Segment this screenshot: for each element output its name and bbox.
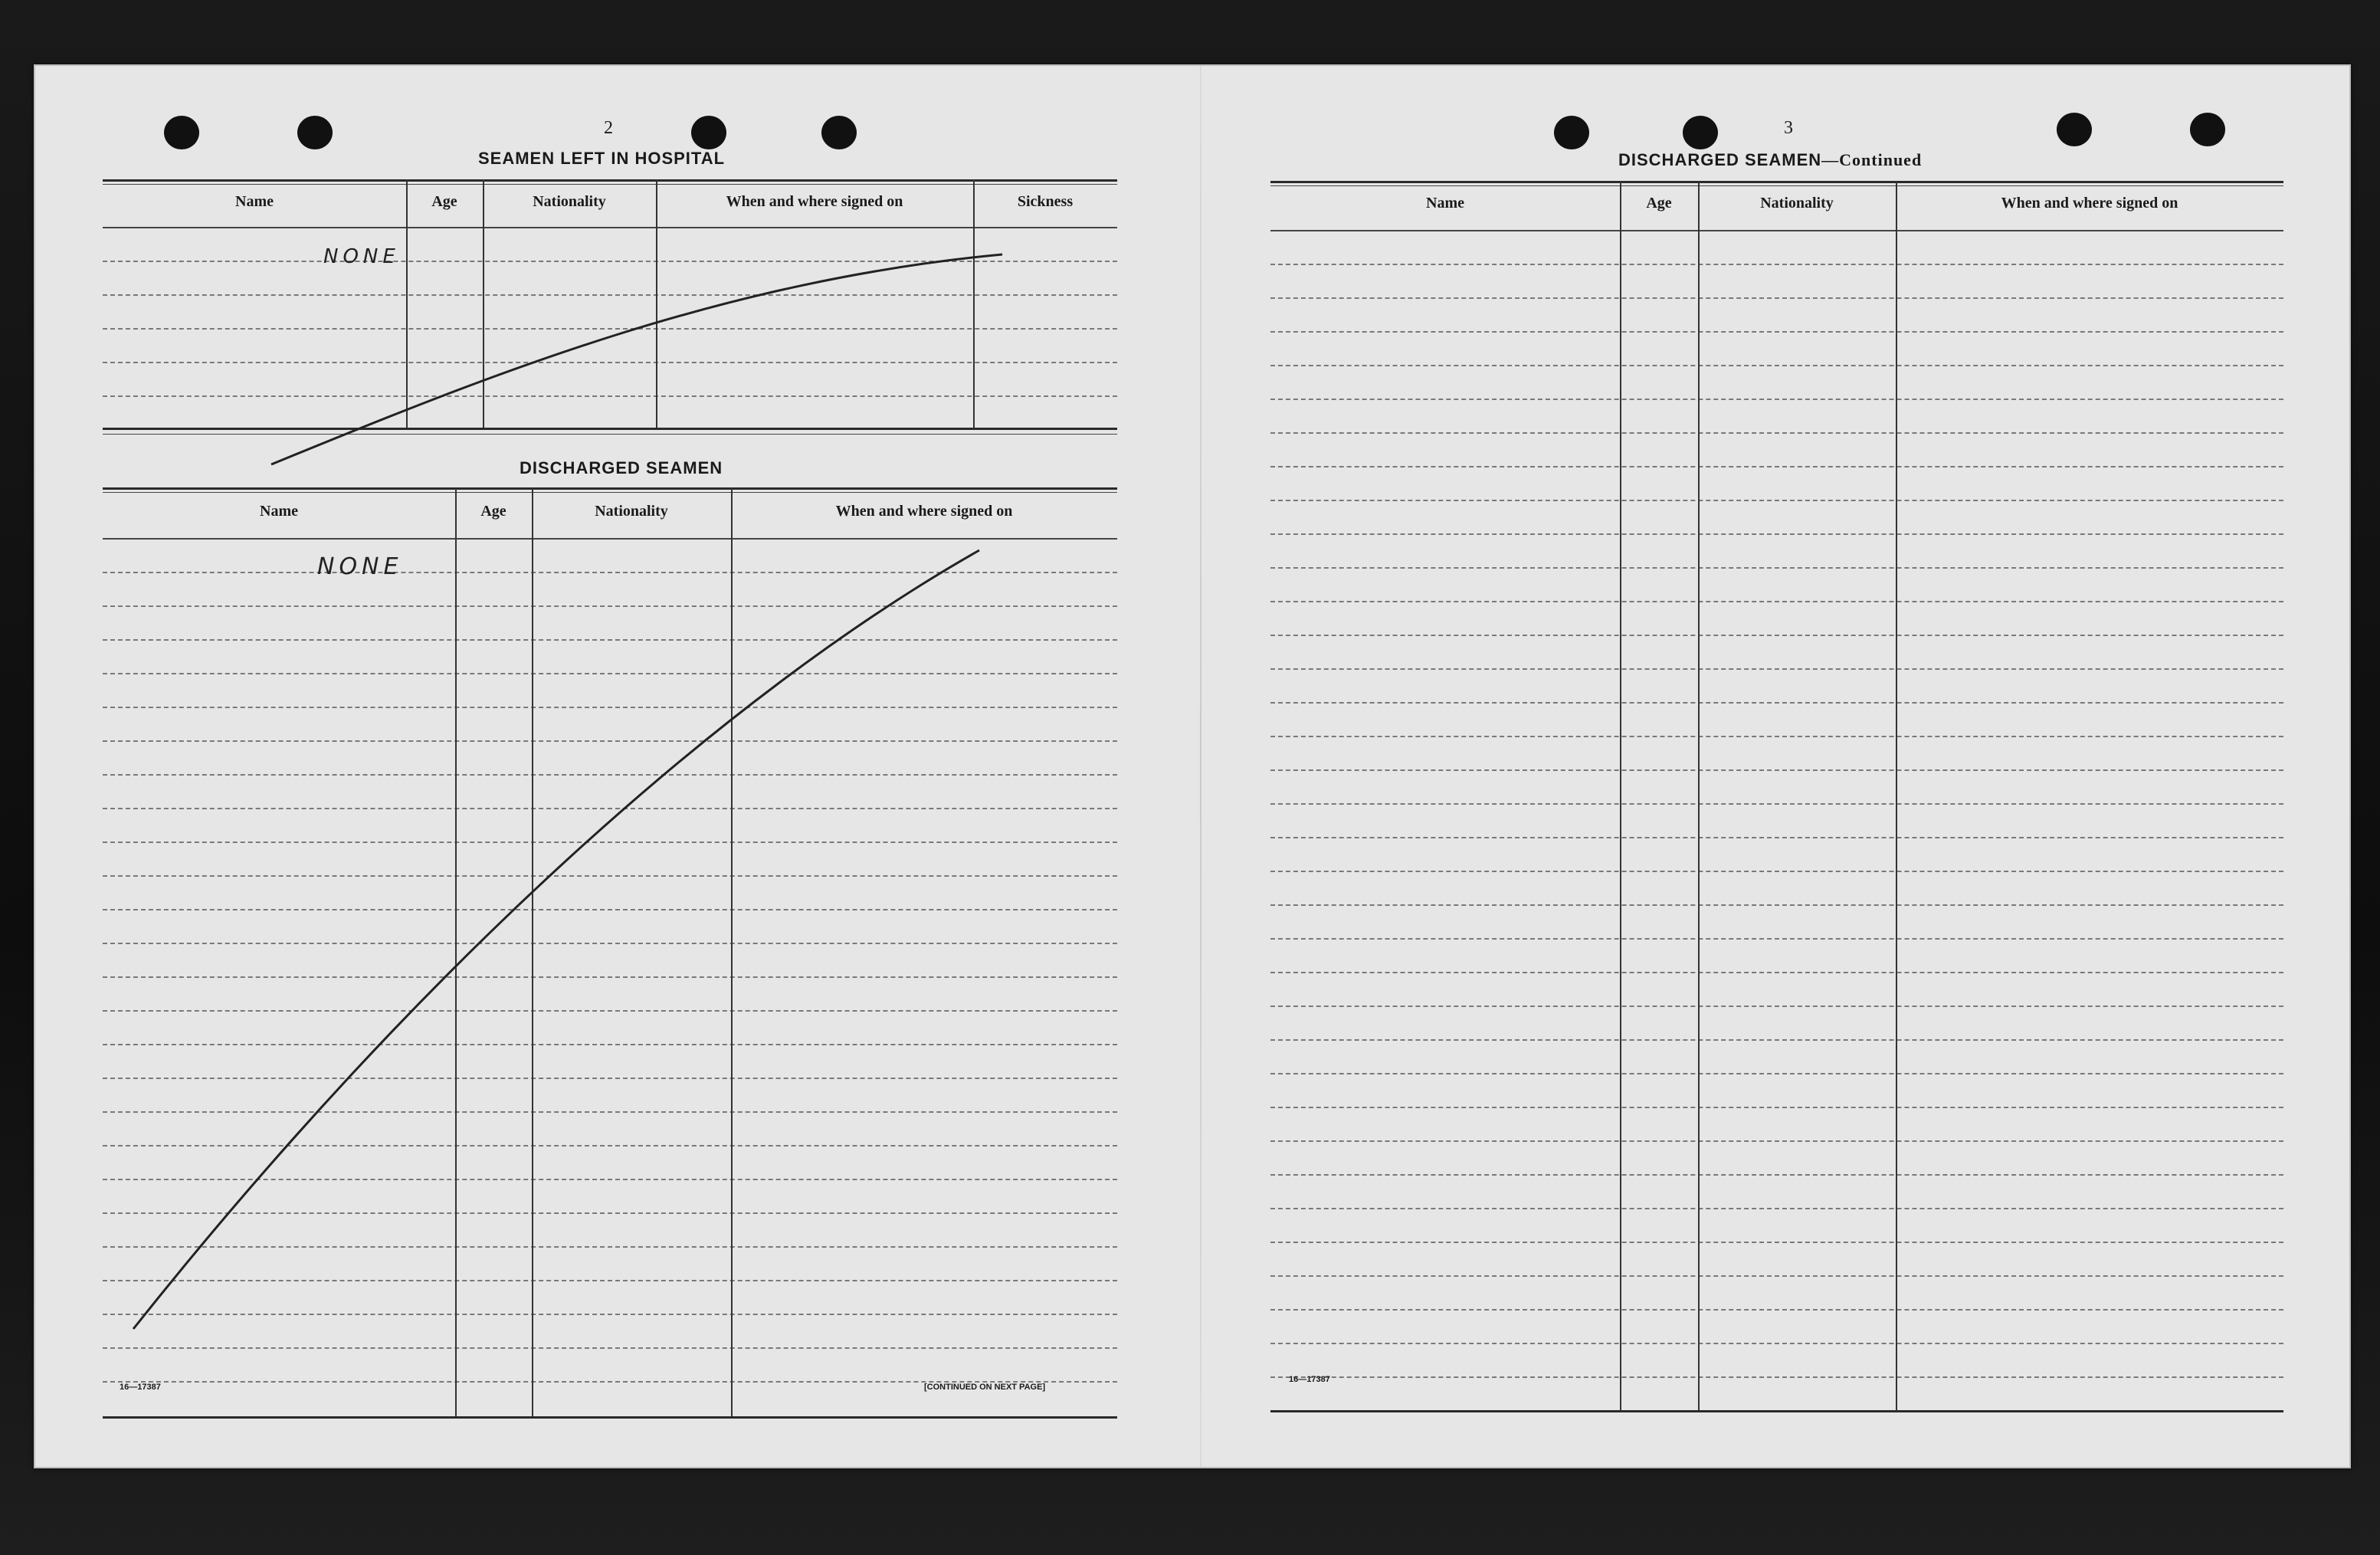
left-form-number: 16—17387 xyxy=(120,1383,161,1392)
discharged-section-title: DISCHARGED SEAMEN xyxy=(520,458,723,477)
hospital-col-name: Name xyxy=(235,193,274,210)
right-form-number: 16—17387 xyxy=(1289,1375,1330,1384)
right-col-nationality: Nationality xyxy=(1760,195,1834,212)
discharged-table-right xyxy=(1270,181,2283,1438)
discharged-handwritten-none: NONE xyxy=(317,553,403,580)
left-page-number: 2 xyxy=(604,118,613,138)
right-title-bold: DISCHARGED SEAMEN xyxy=(1618,150,1822,169)
continued-note: [CONTINUED ON NEXT PAGE] xyxy=(924,1383,1046,1392)
discharged-col-name: Name xyxy=(260,503,298,520)
hospital-col-signed-on: When and where signed on xyxy=(726,193,903,210)
hospital-strike-line xyxy=(271,254,1002,464)
right-col-name: Name xyxy=(1426,195,1464,212)
hospital-col-age: Age xyxy=(431,193,457,210)
right-col-signed-on: When and where signed on xyxy=(2001,195,2178,212)
hospital-col-nationality: Nationality xyxy=(533,193,606,210)
discharged-col-nationality: Nationality xyxy=(595,503,668,520)
discharged-strike-line xyxy=(133,550,979,1329)
right-page-number: 3 xyxy=(1784,118,1793,138)
hospital-col-sickness: Sickness xyxy=(1017,193,1074,210)
hospital-handwritten-none: NONE xyxy=(323,245,400,268)
hospital-section-title: SEAMEN LEFT IN HOSPITAL xyxy=(478,149,726,168)
document-sheet xyxy=(34,64,2351,1468)
right-title-suffix: —Continued xyxy=(1821,150,1923,169)
right-col-age: Age xyxy=(1646,195,1672,212)
discharged-col-signed-on: When and where signed on xyxy=(835,503,1013,520)
discharged-col-age: Age xyxy=(480,503,506,520)
right-section-title xyxy=(1618,150,1922,170)
